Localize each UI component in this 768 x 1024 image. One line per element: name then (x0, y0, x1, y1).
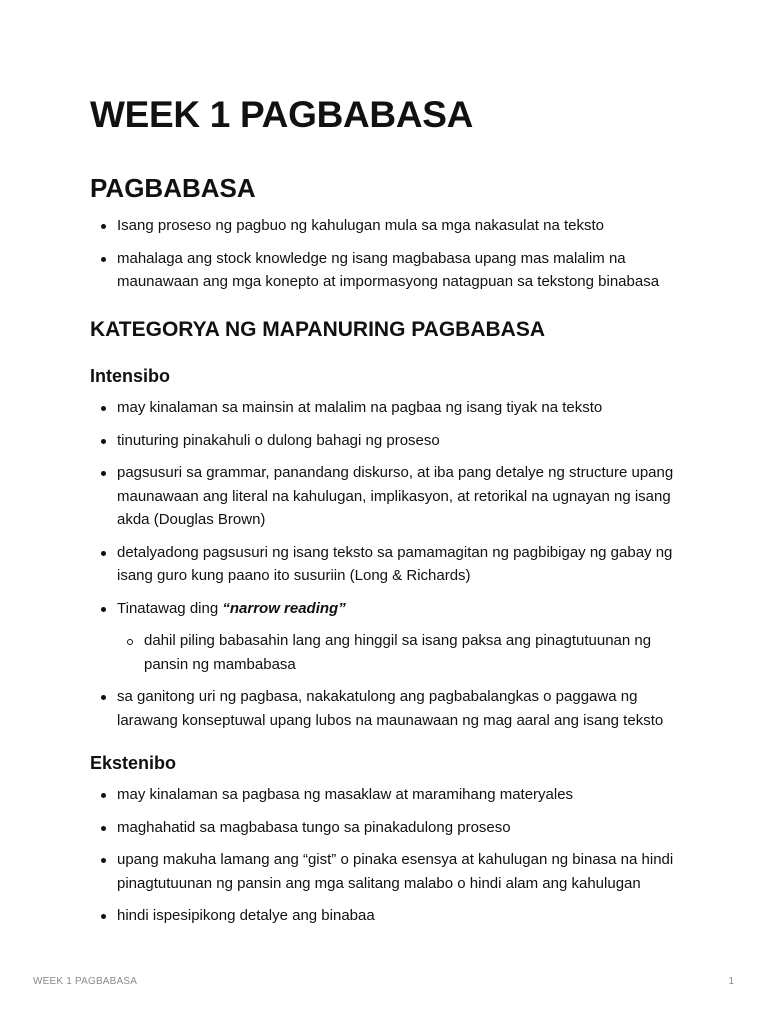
document-title: WEEK 1 PAGBABASA (90, 94, 474, 135)
list-item: mahalaga ang stock knowledge ng isang magbabasa upang mas malalim na maunawaan ang mga konepto at impormasyong natagpuan sa tekstong binabasa (90, 247, 690, 294)
page-number: 1 (728, 976, 734, 987)
list-item: maghahatid sa magbabasa tungo sa pinakadulong proseso (90, 816, 690, 840)
subheading-ekstenibo: Ekstenibo (90, 753, 177, 773)
list-item: tinuturing pinakahuli o dulong bahagi ng proseso (90, 429, 690, 453)
subheading-intensibo: Intensibo (90, 366, 170, 386)
narrow-reading-prefix: Tinatawag ding (117, 599, 223, 617)
intensibo-list (90, 396, 690, 741)
list-item: hindi ispesipikong detalye ang binabaa (90, 904, 690, 928)
ekstenibo-list (90, 783, 690, 937)
list-item: sa ganitong uri ng pagbasa, nakakatulong ang pagbabalangkas o paggawa ng larawang konseptuwal upang lubos na maunawaan ng mag aaral ang isang teksto (90, 685, 690, 732)
list-item: upang makuha lamang ang “gist” o pinaka esensya at kahulugan ng binasa na hindi pinagtutuunan ng pansin ang mga salitang malabo o hindi alam ang kahulugan (90, 848, 690, 895)
list-item: Isang proseso ng pagbuo ng kahulugan mula sa mga nakasulat na teksto (90, 214, 690, 238)
footer-title: WEEK 1 PAGBABASA (33, 976, 138, 987)
list-item: may kinalaman sa pagbasa ng masaklaw at maramihang materyales (90, 783, 690, 807)
pagbabasa-list (90, 214, 690, 303)
narrow-reading-term: “narrow reading” (222, 599, 346, 617)
list-item: may kinalaman sa mainsin at malalim na pagbaa ng isang tiyak na teksto (90, 396, 690, 420)
section-heading-kategorya: KATEGORYA NG MAPANURING PAGBABASA (90, 318, 546, 341)
list-item-narrow-reading (90, 597, 690, 677)
sub-list-item: dahil piling babasahin lang ang hinggil sa isang paksa ang pinagtutuunan ng pansin ng mambabasa (117, 629, 690, 676)
narrow-reading-sublist (117, 629, 690, 676)
list-item: detalyadong pagsusuri ng isang teksto sa pamamagitan ng pagbibigay ng gabay ng isang guro kung paano ito susuriin (Long & Richards) (90, 541, 690, 588)
list-item: pagsusuri sa grammar, panandang diskurso, at iba pang detalye ng structure upang maunawaan ang literal na kahulugan, implikasyon, at retorikal na ugnayan ng isang akda (Douglas Brown) (90, 461, 690, 532)
section-heading-pagbabasa: PAGBABASA (90, 173, 256, 203)
